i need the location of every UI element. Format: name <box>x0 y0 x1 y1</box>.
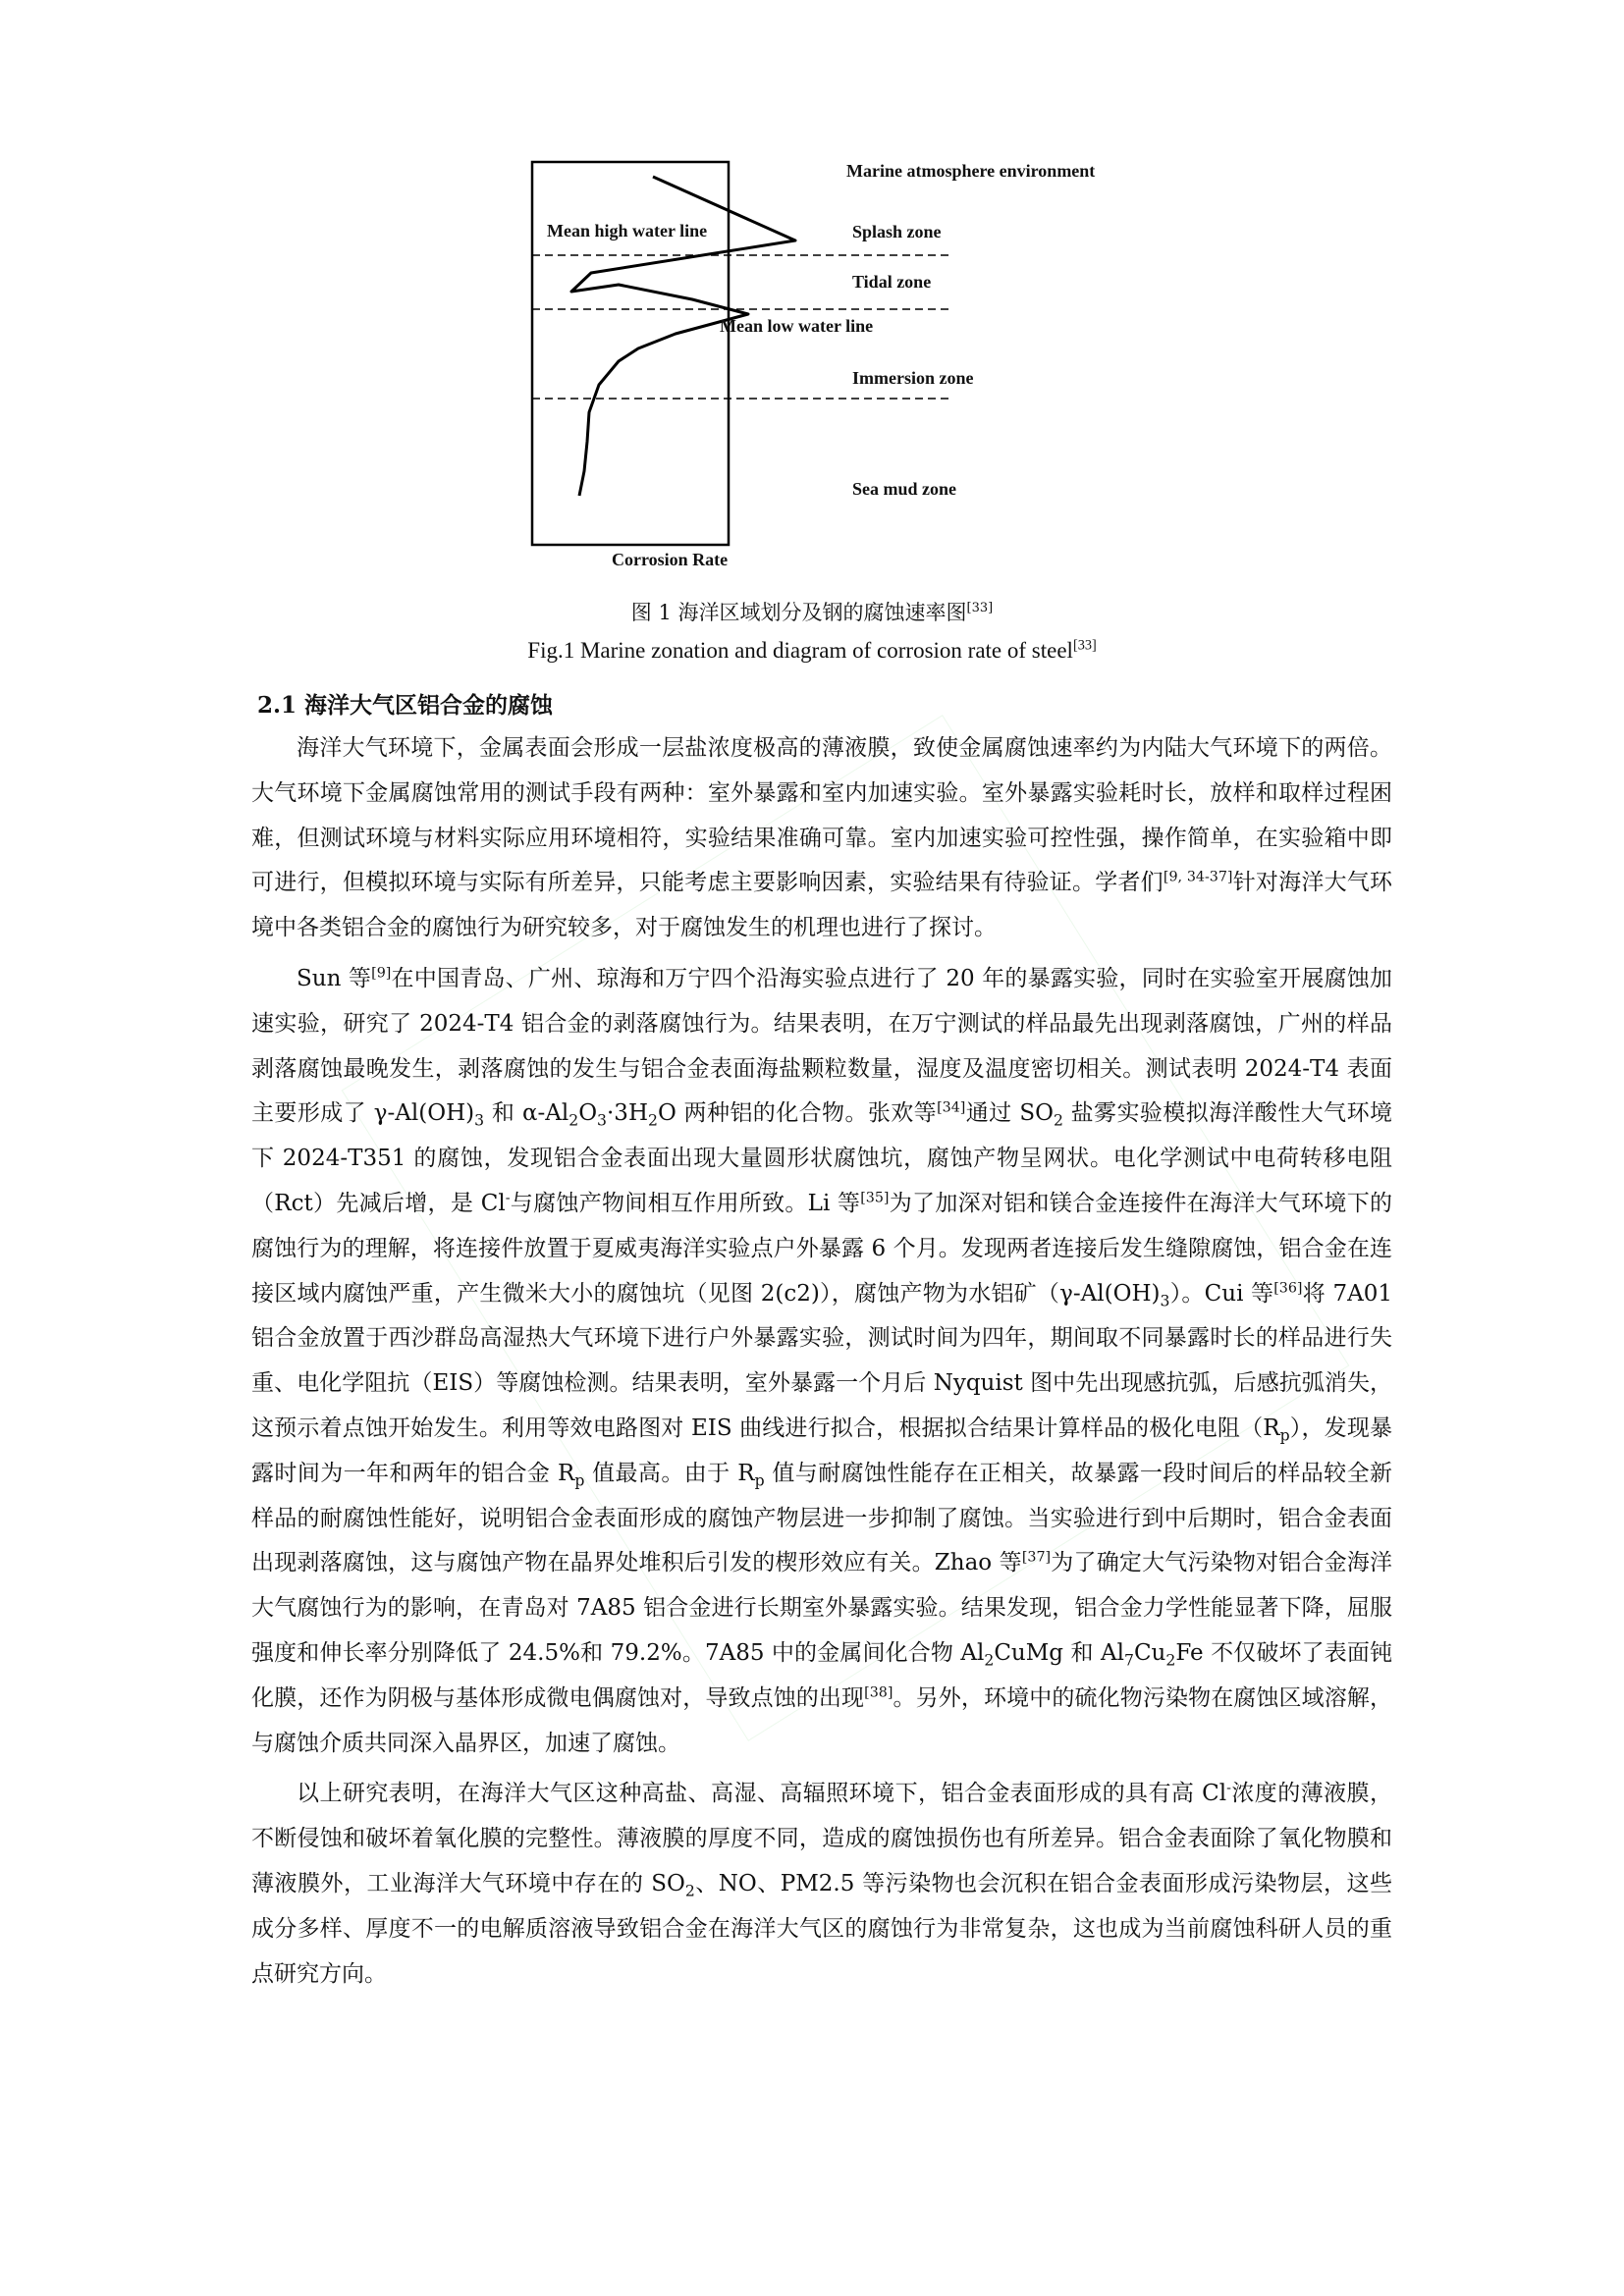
citation[interactable]: [33] <box>966 601 994 615</box>
citation[interactable]: [33] <box>1072 637 1097 654</box>
body-text <box>251 726 1392 1997</box>
citation[interactable]: [9, 34-37] <box>1163 869 1233 885</box>
corrosion-rate-diagram <box>520 147 1168 579</box>
citation[interactable]: [34] <box>937 1099 966 1116</box>
label-immersion-zone: Immersion zone <box>852 368 974 388</box>
citation[interactable]: [36] <box>1273 1279 1303 1296</box>
label-marine-atmosphere: Marine atmosphere environment <box>846 161 1096 181</box>
figure-1 <box>520 147 1168 579</box>
label-splash-zone: Splash zone <box>852 222 942 241</box>
label-corrosion-rate: Corrosion Rate <box>612 550 729 569</box>
label-tidal-zone: Tidal zone <box>852 272 932 292</box>
paragraph-3: 以上研究表明，在海洋大气区这种高盐、高湿、高辐照环境下，铝合金表面形成的具有高 Cl-浓度的薄液膜，不断侵蚀和破坏着氧化膜的完整性。薄液膜的厚度不同，造成的腐蚀损伤也有所差异。铝合金表面除了氧化物膜和薄液膜外，工业海洋大气环境中存在的 $SO_2$、NO、PM2.5 等污染物也会沉积在铝合金表面形成污染物层，这些成分多样、厚度不一的电解质溶液导致铝合金在海洋大气区的腐蚀行为非常复杂，这也成为当前腐蚀科研人员的重点研究方向。 <box>251 1780 1393 1987</box>
citation[interactable]: [35] <box>860 1190 890 1206</box>
label-mean-high-water: Mean high water line <box>547 221 708 240</box>
paragraph-1: 海洋大气环境下，金属表面会形成一层盐浓度极高的薄液膜，致使金属腐蚀速率约为内陆大气环境下的两倍。大气环境下金属腐蚀常用的测试手段有两种：室外暴露和室内加速实验。室外暴露实验耗时长，放样和取样过程困难，但测试环境与材料实际应用环境相符，实验结果准确可靠。室内加速实验可控性强，操作简单，在实验箱中即可进行，但模拟环境与实际有所差异，只能考虑主要影响因素，实验结果有待验证。学者们[9, 34-37]针对海洋大气环境中各类铝合金的腐蚀行为研究较多，对于腐蚀发生的机理也进行了探讨。 <box>251 735 1393 941</box>
paragraph-2: Sun 等[9]在中国青岛、广州、琼海和万宁四个沿海实验点进行了 20 年的暴露实验，同时在实验室开展腐蚀加速实验，研究了 2024-T4 铝合金的剥落腐蚀行为。结果表明，在万宁测试的样品最先出现剥落腐蚀，广州的样品剥落腐蚀最晚发生，剥落腐蚀的发生与铝合金表面海盐颗粒数量，湿度及温度密切相关。测试表明 2024-T4 表面主要形成了 $\gamma-Al(OH)_3$ 和 $\alpha-Al_2O_3\cdot 3H_2O$ 两种铝的化合物。张欢等[34]通过 $SO_2$ 盐雾实验模拟海洋酸性大气环境下 2024-T351 的腐蚀，发现铝合金表面出现大量圆形状腐蚀坑，腐蚀产物呈网状。电化学测试中电荷转移电阻（Rct）先减后增，是 Cl-与腐蚀产物间相互作用所致。Li 等[35]为了加深对铝和镁合金连接件在海洋大气环境下的腐蚀行为的理解，将连接件放置于夏威夷海洋实验点户外暴露 6 个月。发现两者连接后发生缝隙腐蚀，铝合金在连接区域内腐蚀严重，产生微米大小的腐蚀坑（见图 2(c2)），腐蚀产物为水铝矿$(\gamma-Al(OH)_3)$。Cui 等[36]将 7A01 铝合金放置于西沙群岛高湿热大气环境下进行户外暴露实验，测试时间为四年，期间取不同暴露时长的样品进行失重、电化学阻抗（EIS）等腐蚀检测。结果表明，室外暴露一个月后 Nyquist 图中先出现感抗弧，后感抗弧消失，这预示着点蚀开始发生。利用等效电路图对 EIS 曲线进行拟合，根据拟合结果计算样品的极化电阻$(R_p)$，发现暴露时间为一年和两年的铝合金 $R_p$ 值最高。由于 $R_p$ 值与耐腐蚀性能存在正相关，故暴露一段时间后的样品较全新样品的耐腐蚀性能好，说明铝合金表面形成的腐蚀产物层进一步抑制了腐蚀。当实验进行到中后期时，铝合金表面出现剥落腐蚀，这与腐蚀产物在晶界处堆积后引发的楔形效应有关。Zhao 等[37]为了确定大气污染物对铝合金海洋大气腐蚀行为的影响，在青岛对 7A85 铝合金进行长期室外暴露实验。结果发现，铝合金力学性能显著下降，屈服强度和伸长率分别降低了 24.5%和 79.2%。7A85 中的金属间化合物 $Al_2CuMg$ 和 $Al_7Cu_2Fe$ 不仅破坏了表面钝化膜，还作为阴极与基体形成微电偶腐蚀对，导致点蚀的出现[38]。另外，环境中的硫化物污染物在腐蚀区域溶解，与腐蚀介质共同深入晶界区，加速了腐蚀。 <box>251 965 1393 1756</box>
figure-caption-cn: 图 1 海洋区域划分及钢的腐蚀速率图[33] <box>630 601 994 624</box>
citation[interactable]: [38] <box>864 1684 893 1701</box>
citation[interactable]: [37] <box>1021 1549 1052 1566</box>
figure-caption-en: Fig.1 Marine zonation and diagram of corrosion rate of steel[33] <box>527 637 1097 663</box>
label-sea-mud-zone: Sea mud zone <box>852 479 957 499</box>
label-mean-low-water: Mean low water line <box>720 316 874 336</box>
citation[interactable]: [9] <box>371 965 392 982</box>
section-heading: 2.1 海洋大气区铝合金的腐蚀 <box>257 692 554 719</box>
